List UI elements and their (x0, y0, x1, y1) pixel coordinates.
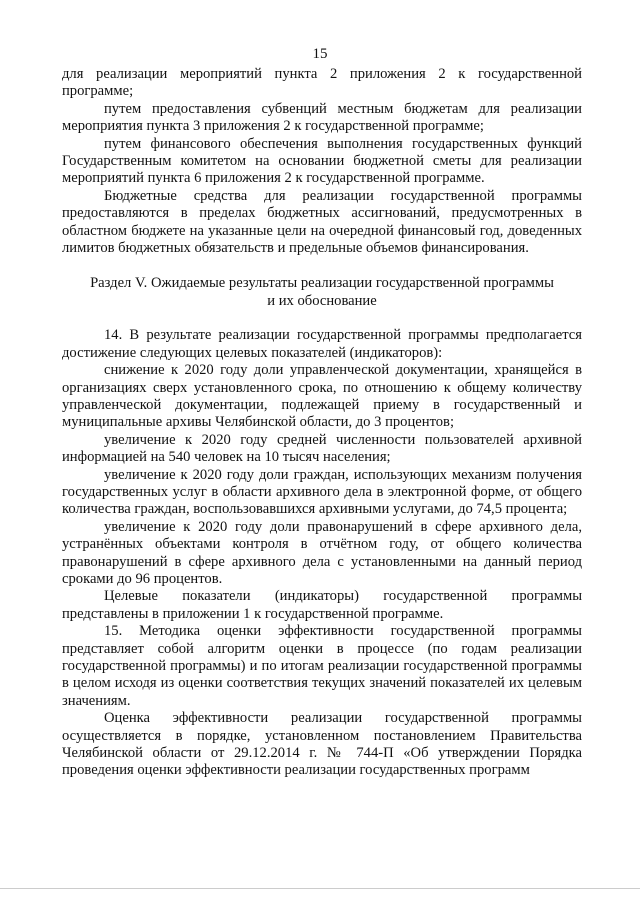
paragraph: 14. В результате реализации государственной программы предполагается достижение следующих целевых показателей (индикаторов): (62, 327, 582, 361)
paragraph: для реализации мероприятий пункта 2 приложения 2 к государственной программе; (62, 66, 582, 100)
page-number: 15 (312, 46, 328, 62)
paragraph: Оценка эффективности реализации государственной программы осуществляется в порядке, установленном постановлением Правительства Челябинской области от 29.12.2014 г. № 744-П «Об утверждении Порядка проведения оценки эффективности реализации государственных программ (62, 710, 582, 779)
paragraph: увеличение к 2020 году средней численности пользователей архивной информацией на 540 человек на 10 тысяч населения; (62, 431, 582, 466)
paragraph: путем предоставления субвенций местным бюджетам для реализации мероприятия пункта 3 приложения 2 к государственной программе; (62, 100, 582, 135)
document-body (62, 66, 582, 780)
paragraph: 15. Методика оценки эффективности государственной программы представляет собой алгоритм оценки в процессе (по годам реализации государственной программы) и по итогам реализации государственной программы в целом исходя из оценки соответствия текущих значений показателей их целевым значениям. (62, 623, 582, 709)
paragraph: увеличение к 2020 году доли правонарушений в сфере архивного дела, устранённых объектами контроля в отчётном году, от общего количества правонарушений в сфере архивного дела с установленными на данный период сроками до 96 процентов. (62, 518, 582, 587)
paragraph: увеличение к 2020 году доли граждан, использующих механизм получения государственных услуг в области архивного дела в электронной форме, от общего количества граждан, воспользовавшихся архивными услугами, до 74,5 процента; (62, 466, 582, 518)
section-heading-line2: и их обоснование (267, 292, 377, 309)
paragraph: Бюджетные средства для реализации государственной программы предоставляются в пределах бюджетных ассигнований, предусмотренных в областном бюджете на указанные цели на очередной финансовый год, доведенных лимитов бюджетных обязательств и предельные объемов финансирования. (62, 187, 582, 257)
paragraph: Целевые показатели (индикаторы) государственной программы представлены в приложении 1 к государственной программе. (62, 588, 582, 622)
paragraph: путем финансового обеспечения выполнения государственных функций Государственным комитетом на основании бюджетной сметы для реализации мероприятий пункта 6 приложения 2 к государственной программе. (62, 135, 582, 187)
section-heading (62, 275, 582, 310)
scan-edge-line (0, 888, 640, 889)
paragraph: снижение к 2020 году доли управленческой документации, хранящейся в организациях сверх установленного срока, по отношению к общему количеству управленческой документации, подлежащей приему в государственный и муниципальные архивы Челябинской области, до 3 процентов; (62, 362, 582, 431)
section-heading-line1: Раздел V. Ожидаемые результаты реализации государственной программы (90, 275, 554, 292)
